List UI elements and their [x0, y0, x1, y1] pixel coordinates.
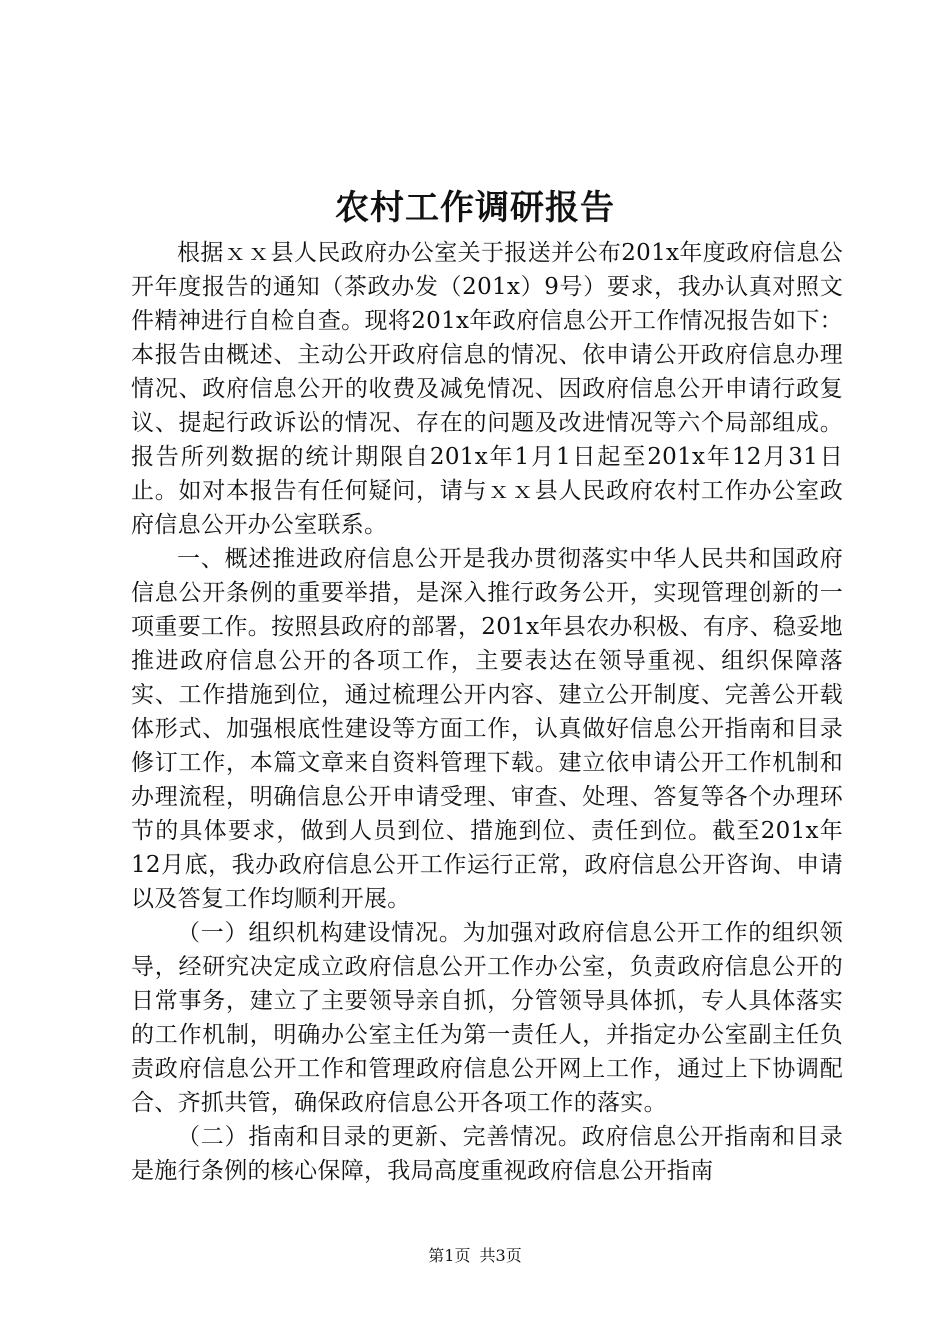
document-body: [131, 236, 843, 1188]
paragraph-guide-catalog: （二）指南和目录的更新、完善情况。政府信息公开指南和目录是施行条例的核心保障，我局高度重视政府信息公开指南: [131, 1124, 843, 1184]
page-total: 共3页: [479, 1246, 522, 1265]
paragraph-overview: 一、概述推进政府信息公开是我办贯彻落实中华人民共和国政府信息公开条例的重要举措，是深入推行政务公开，实现管理创新的一项重要工作。按照县政府的部署，201x年县农办积极、有序、稳妥地推进政府信息公开的各项工作，主要表达在领导重视、组织保障落实、工作措施到位，通过梳理公开内容、建立公开制度、完善公开载体形式、加强根底性建设等方面工作，认真做好信息公开指南和目录修订工作，本篇文章来自资料管理下载。建立依申请公开工作机制和办理流程，明确信息公开申请受理、审查、处理、答复等各个办理环节的具体要求，做到人员到位、措施到位、责任到位。截至201x年12月底，我办政府信息公开工作运行正常，政府信息公开咨询、申请以及答复工作均顺利开展。: [131, 546, 843, 912]
page-number: 第1页: [428, 1246, 471, 1265]
document-title: 农村工作调研报告: [335, 188, 615, 228]
paragraph-organization: （一）组织机构建设情况。为加强对政府信息公开工作的组织领导，经研究决定成立政府信息公开工作办公室，负责政府信息公开的日常事务，建立了主要领导亲自抓，分管领导具体抓，专人具体落实的工作机制，明确办公室主任为第一责任人，并指定办公室副主任负责政府信息公开工作和管理政府信息公开网上工作，通过上下协调配合、齐抓共管，确保政府信息公开各项工作的落实。: [131, 920, 843, 1116]
paragraph-intro: 根据ｘｘ县人民政府办公室关于报送并公布201x年度政府信息公开年度报告的通知（茶政办发（201x）9号）要求，我办认真对照文件精神进行自检自查。现将201x年政府信息公开工作情况报告如下：本报告由概述、主动公开政府信息的情况、依申请公开政府信息办理情况、政府信息公开的收费及减免情况、因政府信息公开申请行政复议、提起行政诉讼的情况、存在的问题及改进情况等六个局部组成。报告所列数据的统计期限自201x年1月1日起至201x年12月31日止。如对本报告有任何疑问，请与ｘｘ县人民政府农村工作办公室政府信息公开办公室联系。: [131, 240, 843, 538]
page-footer: [0, 1245, 950, 1267]
